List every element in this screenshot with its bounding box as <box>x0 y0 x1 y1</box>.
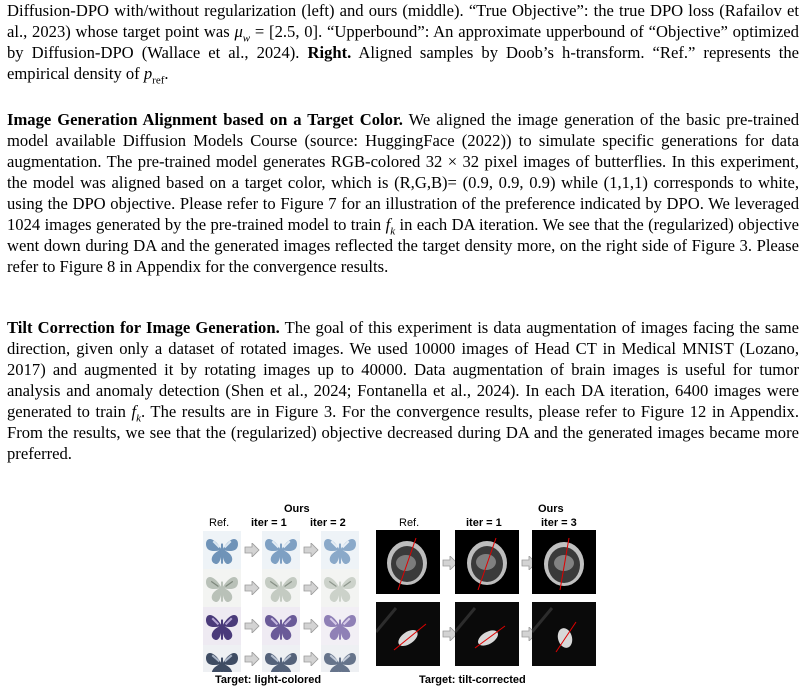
arrow-icon <box>303 543 319 557</box>
caption-line: . “Upperbound”: An approximate <box>318 22 542 41</box>
paragraph-heading: Image Generation Alignment based on a Target Color. <box>7 110 403 129</box>
butterfly-iter1-2 <box>262 569 300 607</box>
butterfly-iter2-3 <box>321 607 359 645</box>
caption-line: upperbound of “Objective” optimized by Diffusion-DPO (Wallace et al., 2024). <box>7 22 799 62</box>
arrow-icon <box>244 581 260 595</box>
math-size: 32 × 32 <box>425 152 480 171</box>
math-mu: $\mu_w$ <box>234 22 251 45</box>
arrow-icon <box>303 652 319 666</box>
math-f-k: $f_k$ <box>385 215 396 238</box>
butterfly-ref-3 <box>203 607 241 645</box>
paragraph-text: . The results are in Figure 3. For the convergence results, please refer to Figure 12 in Appendix. From the results, we see that the (regularized) objective decreased during DA and the generated images became more preferred. <box>7 402 800 463</box>
label-ours-right: Ours <box>538 503 564 515</box>
label-target-right: Target: tilt-corrected <box>419 674 526 686</box>
paragraph-text: The goal of this experiment is data augmentation of images facing the same direction, given only a dataset of rotated images. We used 10000 images of Head CT in Medical MNIST (Lozano, 2017) and augmented it by rotating images up to 40000. Data augmentation of brain images is useful for tumor analysis and anomaly detection (Shen et al., 2024; Fontanella et al., 2024). In each DA iteration, 6400 images were generated to train <box>7 318 799 421</box>
math-f-k: $f_k$ <box>131 402 142 425</box>
label-iter1-left: iter = 1 <box>251 517 287 529</box>
butterfly-iter1-3 <box>262 607 300 645</box>
butterfly-ref-2 <box>203 569 241 607</box>
butterfly-iter1-1 <box>262 531 300 569</box>
arrow-icon <box>244 543 260 557</box>
caption-line: . <box>164 64 169 83</box>
math-eq: = [2.5, 0] <box>250 22 319 41</box>
arrow-icon <box>244 619 260 633</box>
paragraph-text: pixel images of butterflies. In this experiment, the model was aligned based on a target color, which is (R,G,B)= (0.9, 0.9, 0.9) while (1,1,1) corresponds to white, using the DPO objective. Please refer to Figure 7 for an illustration of the preference indicated by DPO. We leveraged 1024 images generated by the pre-trained model to train <box>7 152 799 234</box>
figure-caption <box>7 0 800 87</box>
ct-iter1-1 <box>455 530 519 594</box>
label-ours-left: Ours <box>284 503 310 515</box>
butterfly-iter2-1 <box>321 531 359 569</box>
caption-line: loss (Rafailov et al., 2023) whose target point was <box>7 1 800 41</box>
arrow-icon <box>244 652 260 666</box>
paragraph-text: We aligned the image generation of the basic pre-trained model available Diffusion Models Course (source: HuggingFace (2022)) to simulate specific generations for data augmentation. The pre-trained model generates RGB-colored <box>7 110 799 171</box>
ct-ref-1 <box>376 530 440 594</box>
ct-iter3-2 <box>532 602 596 666</box>
arrow-icon <box>303 581 319 595</box>
arrow-icon <box>303 619 319 633</box>
label-ref-left: Ref. <box>209 517 230 529</box>
label-target-left: Target: light-colored <box>215 674 322 686</box>
butterfly-iter2-2 <box>321 569 359 607</box>
label-iter2-left: iter = 2 <box>310 517 346 529</box>
paragraph-heading: Tilt Correction for Image Generation. <box>7 318 280 337</box>
ct-iter3-1 <box>532 530 596 594</box>
ct-iter1-2 <box>455 602 519 666</box>
caption-line: Diffusion-DPO with/without regularization (left) and ours (middle). “True Objective”: the true DPO <box>7 1 684 20</box>
butterfly-iter2-4 <box>321 645 359 672</box>
label-iter3-right: iter = 3 <box>541 517 577 529</box>
label-ref-right: Ref. <box>399 517 420 529</box>
label-iter1-right: iter = 1 <box>466 517 502 529</box>
butterfly-ref-4 <box>203 645 241 672</box>
caption-bold-right: Right. <box>307 43 352 62</box>
math-p-ref: $p_{ref}$ <box>143 64 165 87</box>
butterfly-ref-1 <box>203 531 241 569</box>
paragraph-target-color <box>7 109 799 277</box>
caption-line: samples by Doob’s h-transform. “Ref.” represents the empirical density of <box>7 43 799 83</box>
paragraph-tilt-correction <box>7 317 799 464</box>
caption-line: Aligned <box>351 43 412 62</box>
ct-ref-2 <box>376 602 440 666</box>
butterfly-iter1-4 <box>262 645 300 672</box>
paragraph-text: in each DA iteration. We see that the (regularized) objective went down during DA and the generated images reflected the target density more, on the right side of Figure 3. Please refer to Figure 8 in Appendix for the convergence results. <box>7 215 799 276</box>
